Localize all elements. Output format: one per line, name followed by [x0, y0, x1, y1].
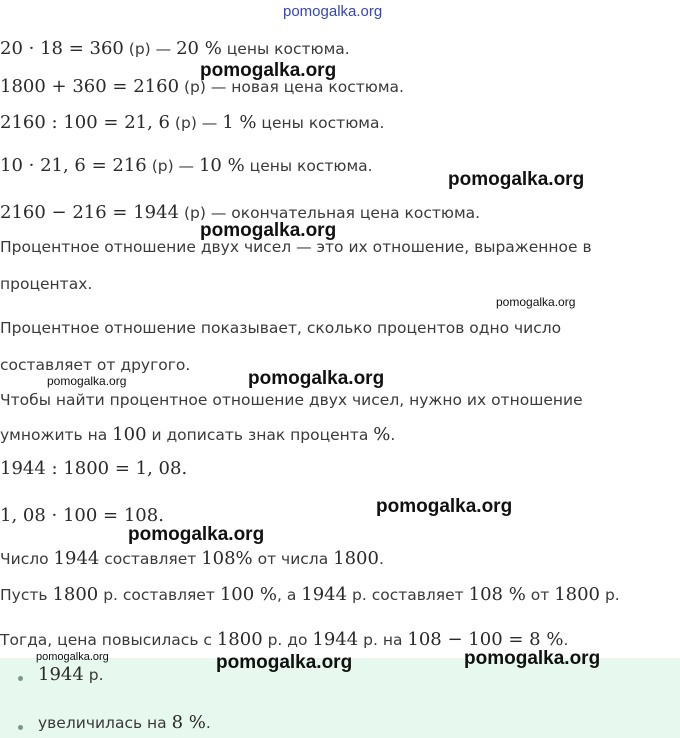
theory-paragraph-3-line-1: Чтобы найти процентное отношение двух чисел, нужно их отношение — [0, 391, 583, 409]
solution-line-1 — [0, 40, 350, 58]
conclusion-line-3 — [0, 631, 568, 649]
text: . — [205, 714, 211, 732]
math-expression: 20 · 18 = 360 — [0, 38, 124, 59]
math-expression: 100 — [112, 424, 147, 445]
math-expression: 1800 — [333, 548, 379, 569]
bullet-icon — [18, 725, 23, 730]
math-expression: 10 % — [198, 155, 245, 176]
watermark: pomogalka.org — [216, 652, 353, 673]
text: р. составляет — [98, 586, 220, 604]
math-expression: 2160 : 100 = 21, 6 — [0, 112, 170, 133]
math-expression: 1800 + 360 = 2160 — [0, 76, 180, 97]
text: р. — [83, 666, 104, 684]
text: (р) — окончательная цена костюма. — [179, 204, 481, 222]
watermark: pomogalka.org — [496, 295, 576, 309]
text: (р) — новая цена костюма. — [179, 78, 404, 96]
watermark: pomogalka.org — [448, 169, 585, 190]
text: Число — [0, 550, 54, 568]
math-expression: 1944 — [312, 629, 359, 650]
theory-paragraph-2-line-2: составляет от другого. — [0, 356, 191, 374]
text: цены костюма. — [221, 40, 350, 58]
answer-item-2 — [38, 714, 211, 732]
theory-paragraph-2-line-1: Процентное отношение показывает, сколько процентов одно число — [0, 319, 562, 337]
bullet-icon — [18, 676, 23, 681]
math-expression: 1944 — [38, 664, 84, 685]
text: . — [390, 426, 396, 444]
text: р. — [600, 586, 620, 604]
math-expression: 108 − 100 = 8 % — [407, 629, 564, 650]
text: р. на — [358, 631, 408, 649]
text: цены костюма. — [256, 114, 385, 132]
text: составляет — [99, 550, 202, 568]
text: увеличилась на — [38, 714, 172, 732]
text: (р) — — [146, 157, 199, 175]
math-expression: % — [373, 424, 391, 445]
watermark: pomogalka.org — [464, 648, 601, 669]
conclusion-line-1 — [0, 550, 384, 568]
math-expression: 1944 — [53, 548, 100, 569]
math-expression: 108 % — [468, 584, 526, 605]
conclusion-line-2 — [0, 586, 620, 604]
text: цены костюма. — [244, 157, 373, 175]
text: Пусть — [0, 586, 53, 604]
text: и дописать знак процента — [146, 426, 374, 444]
solution-line-4 — [0, 157, 373, 175]
text: умножить на — [0, 426, 113, 444]
theory-paragraph-1-line-1: Процентное отношение двух чисел — это их отношение, выраженное в — [0, 238, 592, 256]
text: , а — [277, 586, 302, 604]
theory-paragraph-3-line-2 — [0, 426, 395, 444]
cropped-top-line — [0, 0, 260, 6]
text: . — [378, 550, 384, 568]
text: от числа — [252, 550, 334, 568]
text: Тогда, цена повысилась с — [0, 631, 217, 649]
math-expression: 1 % — [222, 112, 257, 133]
text: (р) — — [170, 114, 223, 132]
math-expression: 20 % — [176, 38, 222, 59]
text: (р) — — [123, 40, 177, 58]
watermark: pomogalka.org — [36, 651, 109, 663]
math-expression: 2160 − 216 = 1944 — [0, 202, 180, 223]
watermark: pomogalka.org — [200, 220, 337, 241]
math-expression: 10 · 21, 6 = 216 — [0, 155, 147, 176]
watermark: pomogalka.org — [47, 374, 127, 388]
watermark: pomogalka.org — [128, 524, 265, 545]
calc-line-1: 1944 : 1800 = 1, 08. — [0, 458, 188, 479]
math-expression: 108% — [201, 548, 253, 569]
text: р. до — [262, 631, 313, 649]
math-expression: 1944 — [301, 584, 348, 605]
text: от — [525, 586, 555, 604]
math-expression: 1800 — [216, 629, 263, 650]
calc-line-2: 1, 08 · 100 = 108. — [0, 505, 164, 526]
watermark: pomogalka.org — [200, 60, 337, 81]
math-expression: 1800 — [554, 584, 601, 605]
math-expression: 1800 — [52, 584, 99, 605]
theory-paragraph-1-line-2: процентах. — [0, 275, 93, 293]
watermark: pomogalka.org — [248, 368, 385, 389]
watermark-top: pomogalka.org — [283, 3, 383, 20]
answer-item-1 — [38, 666, 104, 684]
math-expression: 100 % — [219, 584, 277, 605]
solution-line-3 — [0, 114, 384, 132]
math-expression: 8 % — [171, 712, 206, 733]
text: р. составляет — [347, 586, 469, 604]
watermark: pomogalka.org — [376, 496, 513, 517]
text: . — [563, 631, 569, 649]
